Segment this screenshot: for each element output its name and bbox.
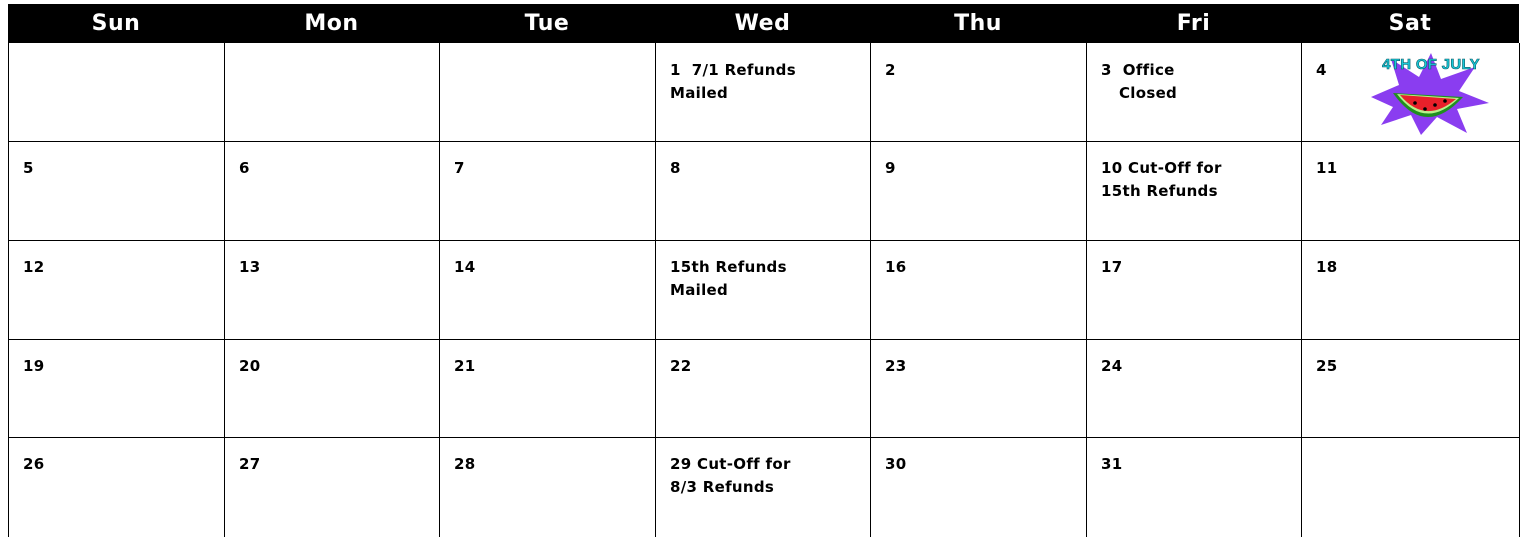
calendar	[8, 4, 1520, 537]
day-cell[interactable]	[870, 141, 1086, 240]
day-cell[interactable]	[439, 240, 655, 339]
day-number: 19	[23, 357, 45, 375]
event-text: 15th Refunds	[670, 258, 787, 276]
weekday-thu: Thu	[954, 11, 1002, 36]
event-text: Mailed	[670, 281, 729, 299]
day-cell[interactable]	[8, 141, 224, 240]
day-number: 8	[670, 159, 681, 177]
day-number: 18	[1316, 258, 1338, 276]
day-cell[interactable]	[439, 339, 655, 437]
day-cell[interactable]	[655, 43, 870, 141]
event-text: Closed	[1119, 84, 1178, 102]
day-cell[interactable]	[224, 240, 439, 339]
day-number: 27	[239, 455, 261, 473]
day-number: 12	[23, 258, 45, 276]
day-number: 23	[885, 357, 907, 375]
day-cell[interactable]	[439, 43, 655, 141]
day-cell[interactable]	[224, 339, 439, 437]
weekday-sat: Sat	[1388, 11, 1432, 36]
day-cell[interactable]	[8, 240, 224, 339]
day-number: 22	[670, 357, 692, 375]
day-cell[interactable]	[8, 43, 224, 141]
day-cell[interactable]	[224, 141, 439, 240]
day-number: 29	[670, 455, 692, 473]
svg-text:4TH OF JULY: 4TH OF JULY	[1382, 56, 1480, 73]
day-cell[interactable]	[224, 437, 439, 537]
weekday-tue: Tue	[524, 11, 570, 36]
day-number: 26	[23, 455, 45, 473]
event-text: Mailed	[670, 84, 729, 102]
weekday-header	[8, 4, 1519, 43]
weekday-wed: Wed	[734, 11, 791, 36]
day-number: 21	[454, 357, 476, 375]
day-cell[interactable]	[439, 437, 655, 537]
day-number: 31	[1101, 455, 1123, 473]
day-number: 20	[239, 357, 261, 375]
day-cell[interactable]	[8, 437, 224, 537]
day-cell[interactable]	[1086, 141, 1301, 240]
weekday-sun: Sun	[91, 11, 141, 36]
day-cell[interactable]	[655, 240, 870, 339]
event-text: Office	[1122, 61, 1175, 79]
day-number: 5	[23, 159, 34, 177]
day-cell[interactable]	[1301, 141, 1519, 240]
day-cell[interactable]	[1301, 240, 1519, 339]
day-cell[interactable]	[439, 141, 655, 240]
day-cell[interactable]	[655, 339, 870, 437]
day-cell[interactable]	[1086, 43, 1301, 141]
day-number: 28	[454, 455, 476, 473]
day-cell[interactable]	[870, 240, 1086, 339]
event-text: 15th Refunds	[1101, 182, 1218, 200]
day-cell[interactable]	[224, 43, 439, 141]
day-number: 25	[1316, 357, 1338, 375]
weekday-fri: Fri	[1176, 11, 1211, 36]
day-number: 24	[1101, 357, 1123, 375]
day-number: 30	[885, 455, 907, 473]
weekday-mon: Mon	[304, 11, 359, 36]
day-number: 13	[239, 258, 261, 276]
day-number: 1	[670, 61, 681, 79]
event-text: Cut-Off for	[1128, 159, 1222, 177]
day-number: 4	[1316, 61, 1327, 79]
day-cell[interactable]	[655, 437, 870, 537]
day-number: 17	[1101, 258, 1123, 276]
day-number: 11	[1316, 159, 1338, 177]
4th-of-july-watermelon-icon	[1363, 45, 1493, 144]
grid-vertical-line	[1519, 43, 1520, 537]
day-number: 16	[885, 258, 907, 276]
event-text: 7/1 Refunds	[691, 61, 796, 79]
day-number: 3	[1101, 61, 1112, 79]
day-cell[interactable]	[1301, 339, 1519, 437]
day-number: 9	[885, 159, 896, 177]
event-text: Cut-Off for	[697, 455, 791, 473]
day-number: 14	[454, 258, 476, 276]
day-number: 2	[885, 61, 896, 79]
day-cell[interactable]	[1086, 240, 1301, 339]
day-cell[interactable]	[1086, 339, 1301, 437]
day-cell[interactable]	[870, 339, 1086, 437]
day-cell[interactable]	[1086, 437, 1301, 537]
day-cell[interactable]	[655, 141, 870, 240]
day-number: 7	[454, 159, 465, 177]
day-cell[interactable]	[1301, 437, 1519, 537]
day-cell[interactable]	[8, 339, 224, 437]
day-cell[interactable]	[1301, 43, 1519, 141]
day-number: 6	[239, 159, 250, 177]
day-cell[interactable]	[870, 437, 1086, 537]
event-text: 8/3 Refunds	[670, 478, 775, 496]
day-number: 10	[1101, 159, 1123, 177]
day-cell[interactable]	[870, 43, 1086, 141]
